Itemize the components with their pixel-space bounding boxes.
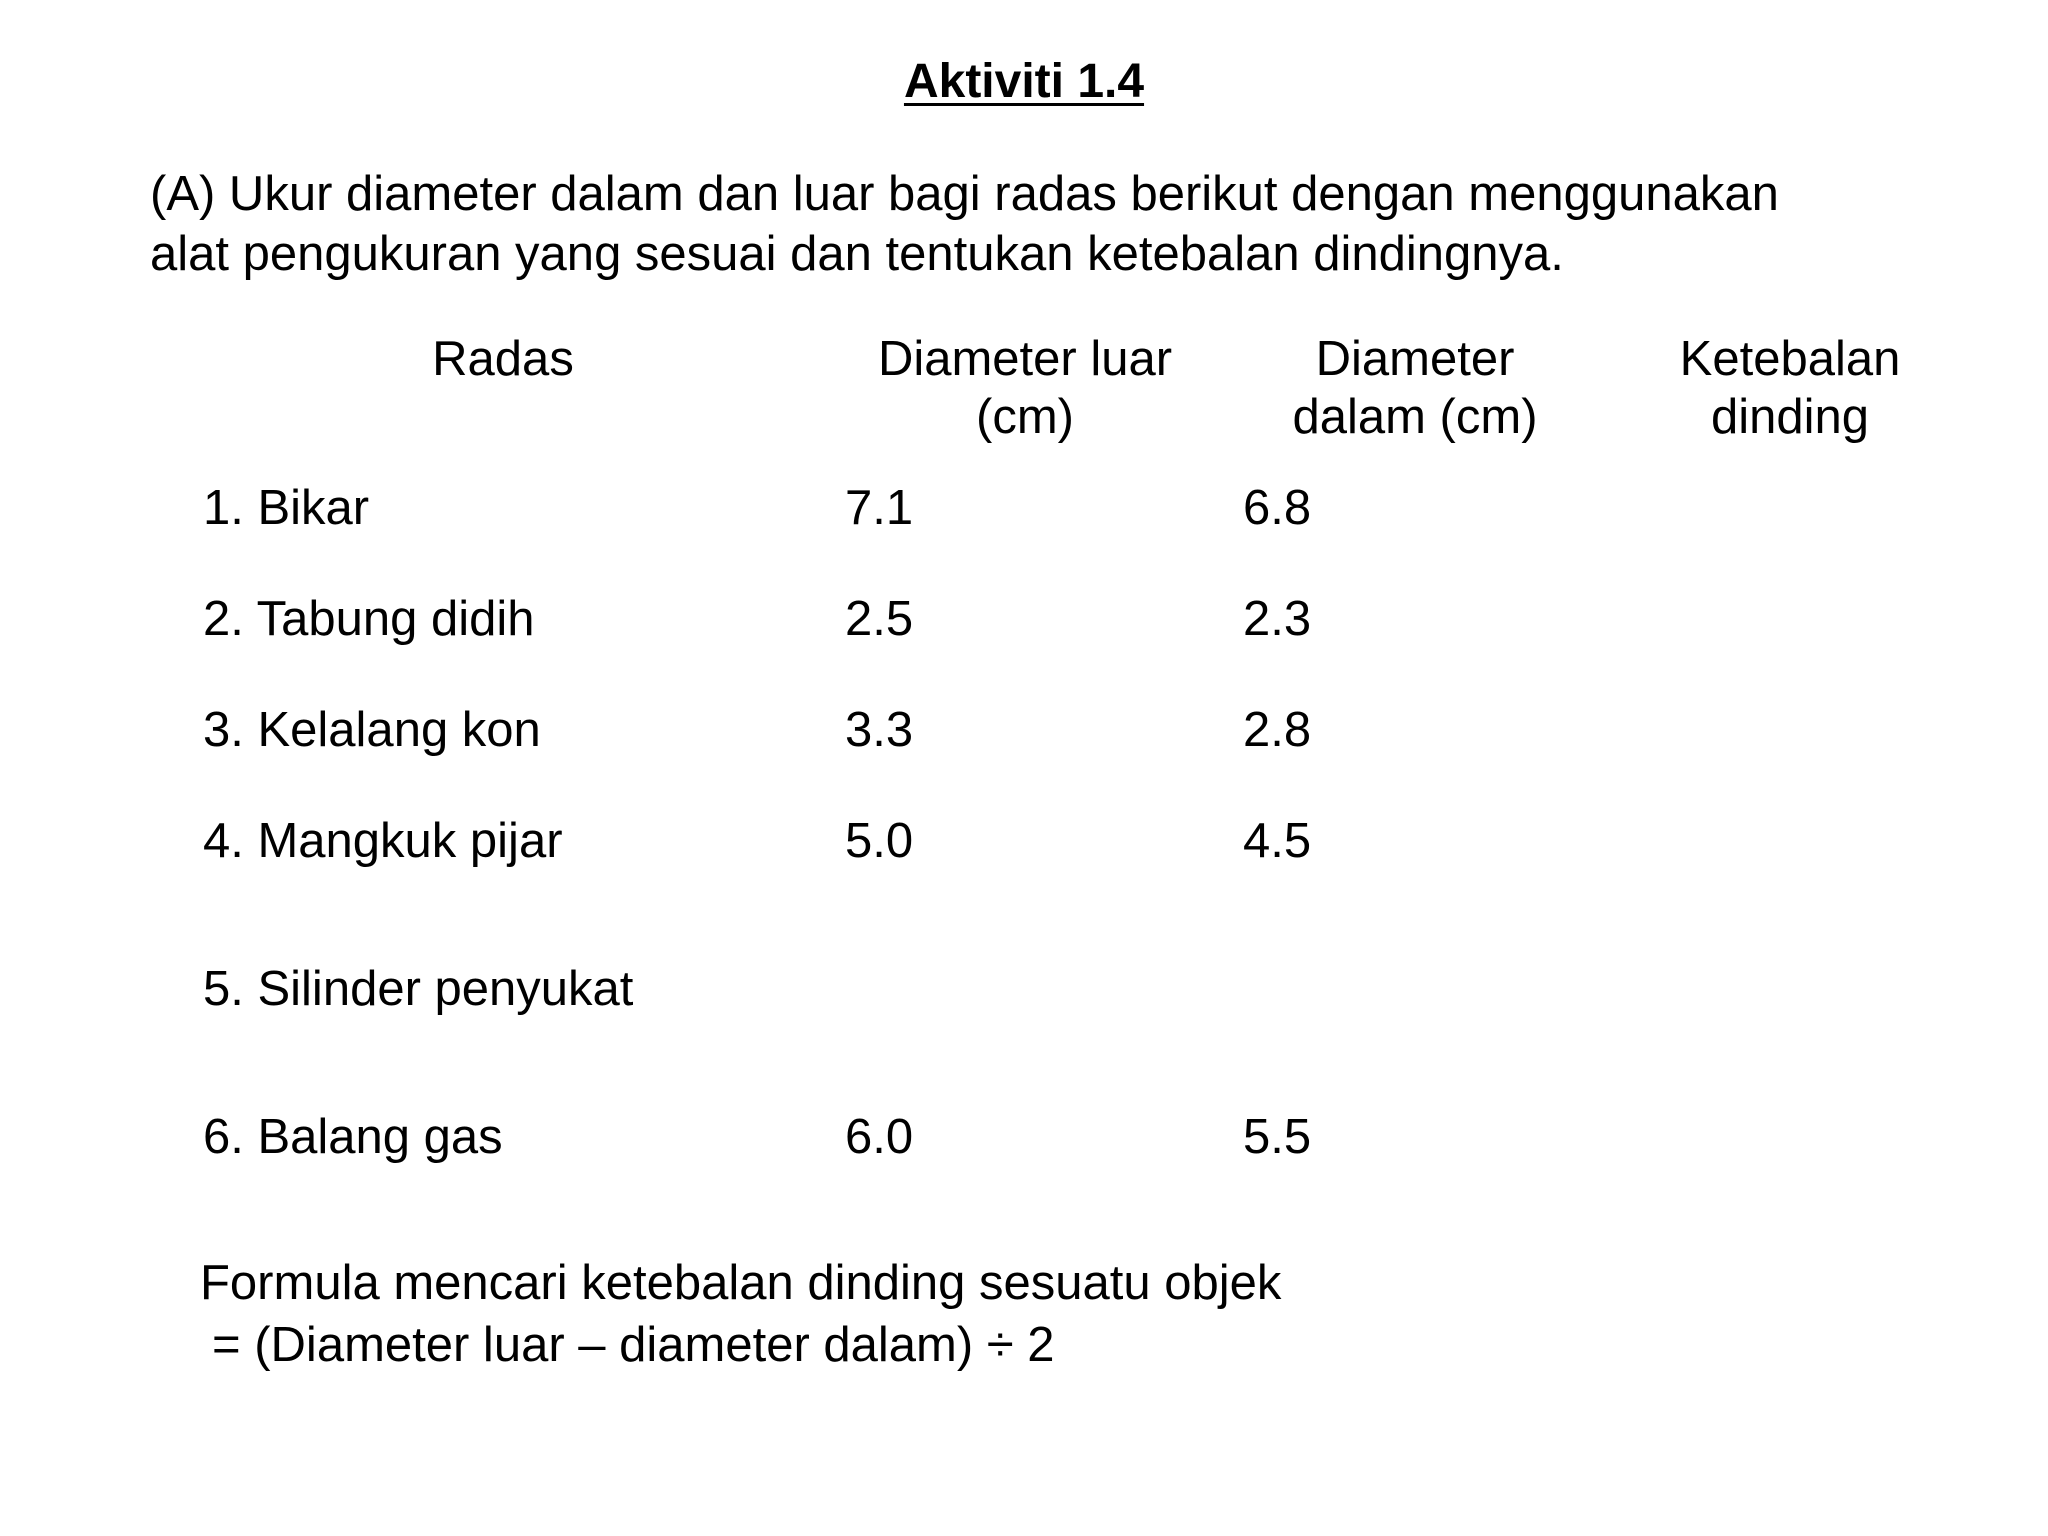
column-header-diameter-dalam-line-1: Diameter xyxy=(1315,332,1515,386)
row-name: 6. Balang gas xyxy=(203,1110,503,1164)
formula-line-1: Formula mencari ketebalan dinding sesuatu objek xyxy=(200,1256,1282,1310)
row-name: 3. Kelalang kon xyxy=(203,703,541,757)
row-outer-diameter: 5.0 xyxy=(845,814,914,868)
page-title: Aktiviti 1.4 xyxy=(903,55,1145,108)
row-outer-diameter: 7.1 xyxy=(845,481,914,535)
row-name: 5. Silinder penyukat xyxy=(203,962,634,1016)
column-header-diameter-luar-line-2: (cm) xyxy=(976,390,1074,444)
column-header-ketebalan xyxy=(1640,330,1940,446)
table-row-bikar xyxy=(0,478,2048,538)
row-name: 4. Mangkuk pijar xyxy=(203,814,563,868)
formula-block xyxy=(200,1252,1281,1376)
table-row-silinder-penyukat xyxy=(0,959,2048,1019)
column-header-radas xyxy=(403,330,603,388)
instruction-line-2: alat pengukuran yang sesuai dan tentukan ketebalan dindingnya. xyxy=(150,227,1564,281)
column-header-ketebalan-line-1: Ketebalan xyxy=(1679,332,1901,386)
row-inner-diameter: 6.8 xyxy=(1243,481,1312,535)
instruction-line-1: (A) Ukur diameter dalam dan luar bagi radas berikut dengan menggunakan xyxy=(150,167,1779,221)
row-name: 2. Tabung didih xyxy=(203,592,535,646)
table-row-tabung-didih xyxy=(0,589,2048,649)
row-outer-diameter: 2.5 xyxy=(845,592,914,646)
formula-line-2: = (Diameter luar – diameter dalam) ÷ 2 xyxy=(212,1318,1055,1372)
table-row-mangkuk-pijar xyxy=(0,811,2048,871)
column-header-radas-line-1: Radas xyxy=(432,332,574,386)
row-outer-diameter: 6.0 xyxy=(845,1110,914,1164)
column-header-diameter-luar-line-1: Diameter luar xyxy=(877,332,1173,386)
column-header-diameter-luar xyxy=(860,330,1190,446)
column-header-diameter-dalam-line-2: dalam (cm) xyxy=(1292,390,1538,444)
table-row-balang-gas xyxy=(0,1107,2048,1167)
table-row-kelalang-kon xyxy=(0,700,2048,760)
row-inner-diameter: 5.5 xyxy=(1243,1110,1312,1164)
instruction-text xyxy=(150,164,1950,284)
column-header-ketebalan-line-2: dinding xyxy=(1710,390,1870,444)
row-outer-diameter: 3.3 xyxy=(845,703,914,757)
row-inner-diameter: 4.5 xyxy=(1243,814,1312,868)
column-header-diameter-dalam xyxy=(1255,330,1575,446)
row-inner-diameter: 2.3 xyxy=(1243,592,1312,646)
row-name: 1. Bikar xyxy=(203,481,370,535)
row-inner-diameter: 2.8 xyxy=(1243,703,1312,757)
